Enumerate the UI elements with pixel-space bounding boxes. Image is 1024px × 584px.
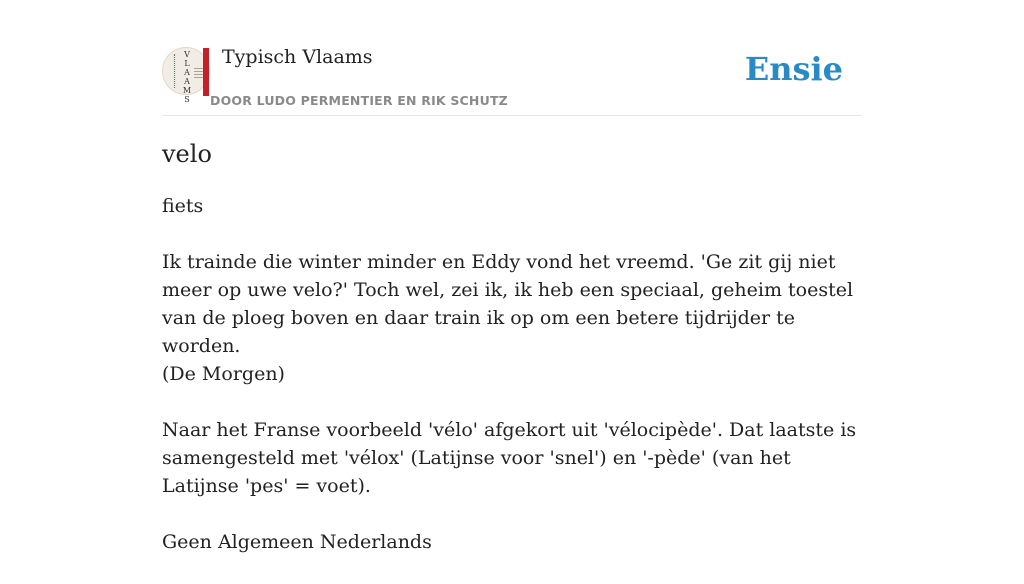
brand-logo[interactable]: Ensie — [744, 50, 843, 88]
entry-term: velo — [162, 140, 212, 168]
entry-etymology: Naar het Franse voorbeeld 'vélo' afgekort uit 'vélocipède'. Dat laatste is samengesteld met 'vélox' (Latijnse voor 'snel') en '-pède' (van het Latijnse 'pes' = voet). — [162, 419, 857, 497]
avatar[interactable] — [162, 47, 210, 104]
entry-example — [162, 248, 862, 388]
entry-footer-text: Geen Algemeen Nederlands — [162, 531, 432, 553]
byline: DOOR LUDO PERMENTIER EN RIK SCHUTZ — [210, 93, 508, 108]
entry-content — [162, 138, 862, 584]
avatar-letters: V L A A M S — [182, 50, 192, 104]
avatar-decoration — [174, 54, 179, 88]
entry-definition: fiets — [162, 195, 204, 217]
avatar-lines — [194, 68, 203, 80]
entry-example-text: Ik trainde die winter minder en Eddy vond het vreemd. 'Ge zit gij niet meer op uwe velo?' Toch wel, zei ik, ik heb een speciaal, geheim toestel van de ploeg boven en daar train ik op om een betere tijdrijder te worden. — [162, 251, 854, 357]
avatar-red-bar — [203, 48, 209, 96]
entry-example-source: (De Morgen) — [162, 363, 285, 385]
blog-header — [162, 40, 862, 116]
blog-title[interactable]: Typisch Vlaams — [222, 46, 373, 68]
